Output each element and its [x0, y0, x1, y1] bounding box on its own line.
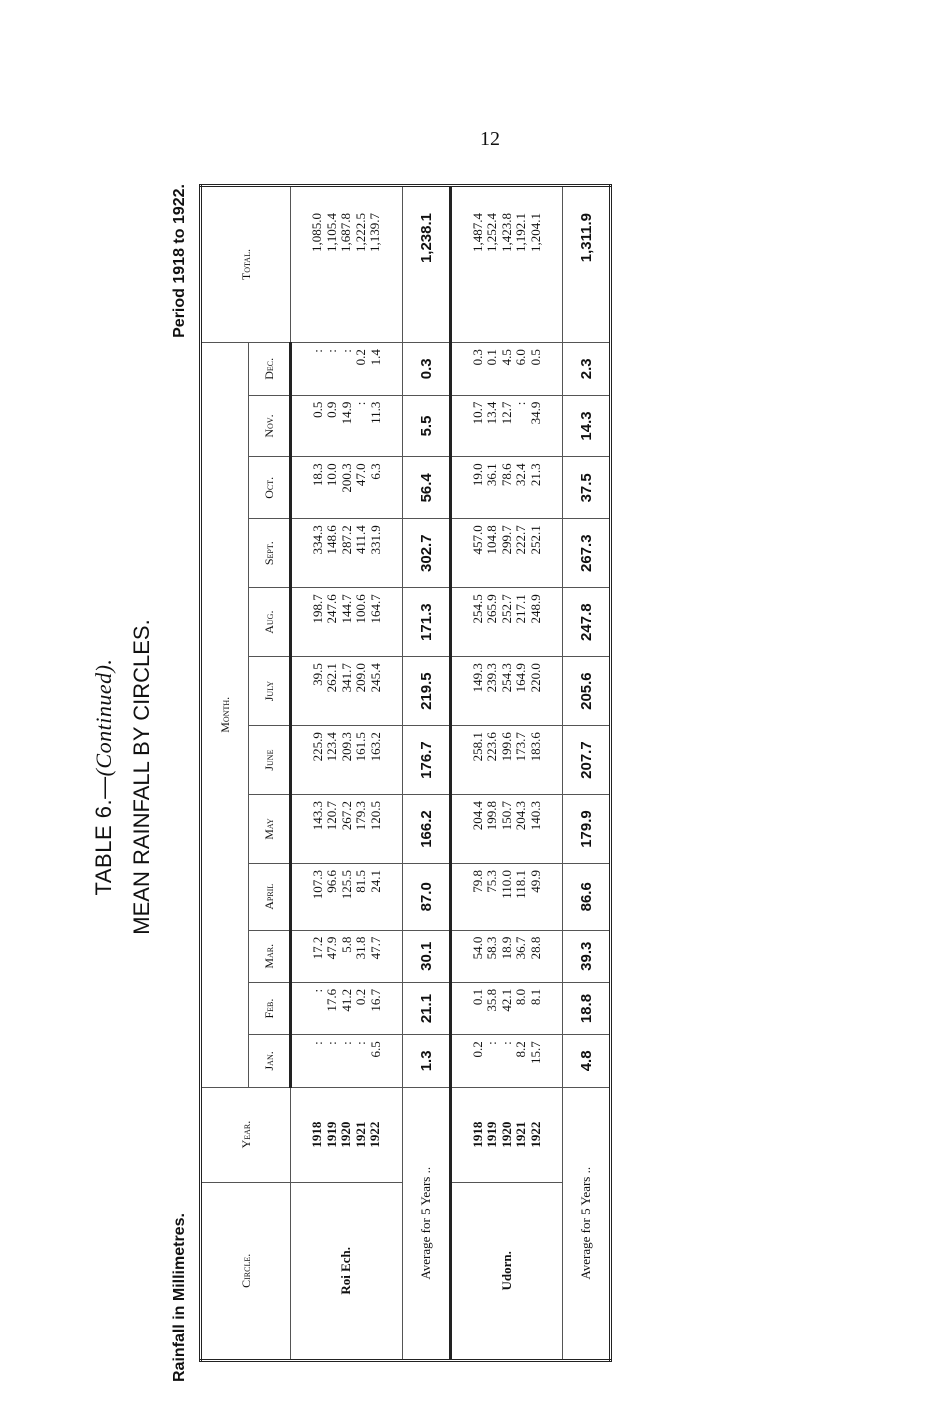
rainfall-value: 32.4	[513, 463, 529, 487]
month-header-cell: April	[249, 864, 291, 931]
average-label: Average for 5 Years ..	[403, 1087, 451, 1360]
rainfall-value: 41.2	[338, 988, 354, 1012]
rainfall-value: 0.9	[324, 401, 340, 418]
circle-data-row	[291, 186, 403, 1361]
month-header: Month.	[201, 343, 249, 1087]
rainfall-value: 143.3	[309, 801, 325, 831]
rainfall-value: 0.2	[353, 988, 369, 1006]
rainfall-value: 163.2	[367, 732, 383, 762]
average-total: 1,311.9	[563, 186, 611, 343]
rainfall-value: 225.9	[309, 732, 325, 762]
month-header-cell: Dec.	[249, 343, 291, 395]
table-title-continued: (Continued).	[91, 658, 116, 777]
rainfall-value: 204.4	[469, 801, 485, 831]
average-value: 37.5	[563, 457, 611, 519]
page-number: 12	[480, 128, 500, 150]
rainfall-value: 120.7	[324, 801, 340, 831]
rainfall-value: 35.8	[484, 988, 500, 1012]
rainfall-value: 10.7	[469, 401, 485, 425]
rainfall-value: 0.2	[353, 349, 369, 366]
rainfall-value: 47.0	[353, 463, 369, 487]
rainfall-value: 144.7	[338, 594, 354, 624]
rainfall-value: 457.0	[469, 525, 485, 555]
rainfall-value: 100.6	[353, 594, 369, 624]
total-value: 1,487.4	[469, 213, 485, 252]
month-values-cell	[451, 795, 563, 864]
month-values-cell	[291, 930, 403, 982]
year-cell	[451, 1087, 563, 1182]
rainfall-value: 265.9	[484, 594, 500, 624]
period-caption: Period 1918 to 1922.	[171, 184, 188, 338]
month-header-cell: Mar.	[249, 930, 291, 982]
month-values-cell	[291, 588, 403, 657]
rainfall-value: 21.3	[527, 463, 543, 487]
rainfall-value: 411.4	[353, 525, 369, 555]
circle-name: Udorn.	[451, 1182, 563, 1360]
rainfall-value: 220.0	[527, 663, 543, 693]
average-row	[403, 186, 451, 1361]
rainfall-value: 267.2	[338, 801, 354, 831]
average-value: 267.3	[563, 519, 611, 588]
month-header-cell: Sept.	[249, 519, 291, 588]
rainfall-value: 14.9	[338, 401, 354, 425]
rainfall-value: 39.5	[309, 663, 325, 686]
rainfall-value: 8.1	[527, 988, 543, 1006]
rainfall-value: 17.2	[309, 936, 325, 960]
month-values-cell	[291, 726, 403, 795]
year-value: 1920	[498, 1121, 514, 1148]
month-header-cell: Jan.	[249, 1035, 291, 1087]
rainfall-value: 54.0	[469, 936, 485, 960]
rainfall-value: 8.0	[513, 988, 529, 1006]
units-caption: Rainfall in Millimetres.	[171, 1213, 188, 1382]
average-value: 18.8	[563, 982, 611, 1034]
rainfall-value: 239.3	[484, 663, 500, 693]
rainfall-value: 209.3	[338, 732, 354, 762]
rotated-table-sheet	[91, 172, 669, 1382]
rainfall-value: 47.9	[324, 936, 340, 960]
rainfall-value: 36.7	[513, 936, 529, 960]
rainfall-value: 34.9	[527, 401, 543, 425]
average-value: 39.3	[563, 930, 611, 982]
month-values-cell	[291, 1035, 403, 1087]
rainfall-value: 11.3	[367, 401, 383, 424]
rainfall-value: 334.3	[309, 525, 325, 555]
rainfall-value: 120.5	[367, 801, 383, 831]
month-values-cell	[451, 343, 563, 395]
rainfall-value: 247.6	[324, 594, 340, 624]
month-header-cell: May	[249, 795, 291, 864]
rainfall-value: 149.3	[469, 663, 485, 693]
table-title-prefix: TABLE 6.—	[91, 776, 116, 896]
circle-name: Roi Ech.	[291, 1182, 403, 1360]
rainfall-value: 173.7	[513, 732, 529, 762]
rainfall-value: :	[324, 349, 340, 353]
rainfall-value: 209.0	[353, 663, 369, 693]
month-header-cell: July	[249, 657, 291, 726]
table-subtitle: MEAN RAINFALL BY CIRCLES.	[129, 619, 154, 935]
month-header-cell: Oct.	[249, 457, 291, 519]
rainfall-value: 0.5	[309, 401, 325, 418]
total-header: Total.	[201, 186, 291, 343]
month-values-cell	[291, 457, 403, 519]
rainfall-value: 4.5	[498, 349, 514, 366]
rainfall-value: 254.5	[469, 594, 485, 624]
month-values-cell	[451, 457, 563, 519]
month-values-cell	[291, 795, 403, 864]
month-values-cell	[291, 982, 403, 1034]
average-value: 86.6	[563, 864, 611, 931]
month-values-cell	[291, 657, 403, 726]
rainfall-value: 36.1	[484, 463, 500, 487]
total-value: 1,252.4	[484, 213, 500, 252]
rainfall-value: 8.2	[513, 1041, 529, 1058]
rainfall-value: :	[513, 401, 529, 406]
average-value: 207.7	[563, 726, 611, 795]
rainfall-value: 262.1	[324, 663, 340, 693]
rainfall-value: 179.3	[353, 801, 369, 831]
rainfall-value: 140.3	[527, 801, 543, 831]
rainfall-value: 6.3	[367, 463, 383, 480]
rainfall-value: 58.3	[484, 936, 500, 960]
month-values-cell	[451, 1035, 563, 1087]
rainfall-value: 125.5	[338, 870, 354, 900]
year-header: Year.	[201, 1087, 291, 1182]
rainfall-value: :	[353, 401, 369, 406]
rainfall-value: 49.9	[527, 870, 543, 893]
total-value: 1,222.5	[352, 213, 368, 252]
rainfall-value: :	[484, 1041, 500, 1045]
table-body	[291, 186, 611, 1361]
average-value: 302.7	[403, 519, 451, 588]
rainfall-value: 164.7	[367, 594, 383, 624]
month-values-cell	[451, 657, 563, 726]
rainfall-value: 258.1	[469, 732, 485, 762]
rainfall-value: 252.7	[498, 594, 514, 624]
rainfall-value: 198.7	[309, 594, 325, 624]
rainfall-value: :	[309, 1041, 325, 1045]
total-value: 1,105.4	[323, 213, 339, 252]
average-value: 87.0	[403, 864, 451, 931]
rainfall-value: 0.1	[484, 349, 500, 366]
rainfall-value: :	[309, 349, 325, 353]
average-row	[563, 186, 611, 1361]
total-value: 1,192.1	[513, 213, 529, 252]
rainfall-value: 81.5	[353, 870, 369, 893]
total-value: 1,204.1	[527, 213, 543, 252]
rainfall-value: 18.9	[498, 936, 514, 960]
rainfall-table	[199, 184, 612, 1362]
month-values-cell	[451, 519, 563, 588]
average-value: 21.1	[403, 982, 451, 1034]
year-value: 1921	[513, 1121, 529, 1148]
rainfall-value: 341.7	[338, 663, 354, 693]
rainfall-value: 252.1	[527, 525, 543, 555]
average-value: 30.1	[403, 930, 451, 982]
month-values-cell	[451, 395, 563, 457]
average-total: 1,238.1	[403, 186, 451, 343]
average-value: 219.5	[403, 657, 451, 726]
average-label: Average for 5 Years ..	[563, 1087, 611, 1360]
month-values-cell	[451, 864, 563, 931]
rainfall-value: 5.8	[338, 936, 354, 953]
rainfall-value: 31.8	[353, 936, 369, 960]
month-values-cell	[451, 930, 563, 982]
total-value: 1,139.7	[367, 213, 383, 252]
average-value: 171.3	[403, 588, 451, 657]
total-value: 1,423.8	[498, 213, 514, 252]
rainfall-value: 16.7	[367, 988, 383, 1012]
rainfall-value: 17.6	[324, 988, 340, 1012]
month-values-cell	[291, 395, 403, 457]
rainfall-value: 24.1	[367, 870, 383, 893]
rainfall-value: 245.4	[367, 663, 383, 693]
month-values-cell	[451, 726, 563, 795]
rainfall-value: 200.3	[338, 463, 354, 493]
rainfall-value: 110.0	[498, 870, 514, 899]
rainfall-value: 148.6	[324, 525, 340, 555]
rainfall-value: 150.7	[498, 801, 514, 831]
total-values-cell	[291, 186, 403, 343]
rainfall-value: 28.8	[527, 936, 543, 960]
rainfall-value: 248.9	[527, 594, 543, 624]
month-values-cell	[451, 982, 563, 1034]
rainfall-value: 6.5	[367, 1041, 383, 1058]
total-value: 1,687.8	[338, 213, 354, 252]
rainfall-value: 222.7	[513, 525, 529, 555]
rainfall-value: :	[353, 1041, 369, 1045]
average-value: 5.5	[403, 395, 451, 457]
rainfall-value: 75.3	[484, 870, 500, 893]
rainfall-value: 299.7	[498, 525, 514, 555]
rainfall-value: :	[498, 1041, 514, 1045]
year-value: 1922	[527, 1121, 543, 1148]
rainfall-value: 18.3	[309, 463, 325, 487]
rainfall-value: :	[324, 1041, 340, 1045]
rainfall-value: 0.1	[469, 988, 485, 1006]
rainfall-value: 161.5	[353, 732, 369, 762]
year-value: 1921	[352, 1121, 368, 1148]
rainfall-value: 217.1	[513, 594, 529, 624]
rainfall-value: 0.2	[469, 1041, 485, 1058]
rainfall-value: 96.6	[324, 870, 340, 893]
rainfall-value: 42.1	[498, 988, 514, 1012]
average-value: 179.9	[563, 795, 611, 864]
month-values-cell	[291, 343, 403, 395]
average-value: 176.7	[403, 726, 451, 795]
month-header-cell: June	[249, 726, 291, 795]
rainfall-value: 0.5	[527, 349, 543, 366]
rainfall-value: 78.6	[498, 463, 514, 487]
rainfall-value: 13.4	[484, 401, 500, 425]
table-title	[91, 172, 117, 1382]
rainfall-value: 1.4	[367, 349, 383, 366]
rainfall-value: 164.9	[513, 663, 529, 693]
average-value: 166.2	[403, 795, 451, 864]
average-value: 0.3	[403, 343, 451, 395]
total-values-cell	[451, 186, 563, 343]
rainfall-value: 107.3	[309, 870, 325, 900]
rainfall-value: 331.9	[367, 525, 383, 555]
year-value: 1920	[338, 1121, 354, 1148]
year-value: 1919	[484, 1121, 500, 1148]
rainfall-value: 0.3	[469, 349, 485, 366]
rainfall-value: 287.2	[338, 525, 354, 555]
month-values-cell	[451, 588, 563, 657]
rainfall-value: 204.3	[513, 801, 529, 831]
year-value: 1919	[323, 1121, 339, 1148]
month-header-cell: Aug.	[249, 588, 291, 657]
circle-data-row	[451, 186, 563, 1361]
rainfall-value: 6.0	[513, 349, 529, 366]
rainfall-value: 118.1	[513, 870, 529, 899]
rainfall-value: 12.7	[498, 401, 514, 425]
total-value: 1,085.0	[309, 213, 325, 252]
rainfall-value: 254.3	[498, 663, 514, 693]
rainfall-value: 199.6	[498, 732, 514, 762]
rainfall-value: :	[338, 1041, 354, 1045]
year-value: 1918	[309, 1121, 325, 1148]
rainfall-value: :	[309, 988, 325, 993]
average-value: 205.6	[563, 657, 611, 726]
rainfall-value: 104.8	[484, 525, 500, 555]
rainfall-value: 123.4	[324, 732, 340, 762]
rainfall-value: 15.7	[527, 1041, 543, 1064]
rainfall-value: 10.0	[324, 463, 340, 487]
month-header-cell: Nov.	[249, 395, 291, 457]
average-value: 2.3	[563, 343, 611, 395]
average-value: 14.3	[563, 395, 611, 457]
rainfall-value: 47.7	[367, 936, 383, 960]
year-cell	[291, 1087, 403, 1182]
rainfall-value: 79.8	[469, 870, 485, 893]
rainfall-value: 183.6	[527, 732, 543, 762]
month-values-cell	[291, 864, 403, 931]
average-value: 247.8	[563, 588, 611, 657]
rainfall-value: :	[338, 349, 354, 353]
average-value: 4.8	[563, 1035, 611, 1087]
month-values-cell	[291, 519, 403, 588]
rainfall-value: 19.0	[469, 463, 485, 487]
rainfall-value: 199.8	[484, 801, 500, 831]
year-value: 1922	[367, 1121, 383, 1148]
rainfall-value: 223.6	[484, 732, 500, 762]
average-value: 56.4	[403, 457, 451, 519]
month-header-cell: Feb.	[249, 982, 291, 1034]
average-value: 1.3	[403, 1035, 451, 1087]
year-value: 1918	[469, 1121, 485, 1148]
circle-header: Circle.	[201, 1182, 291, 1360]
